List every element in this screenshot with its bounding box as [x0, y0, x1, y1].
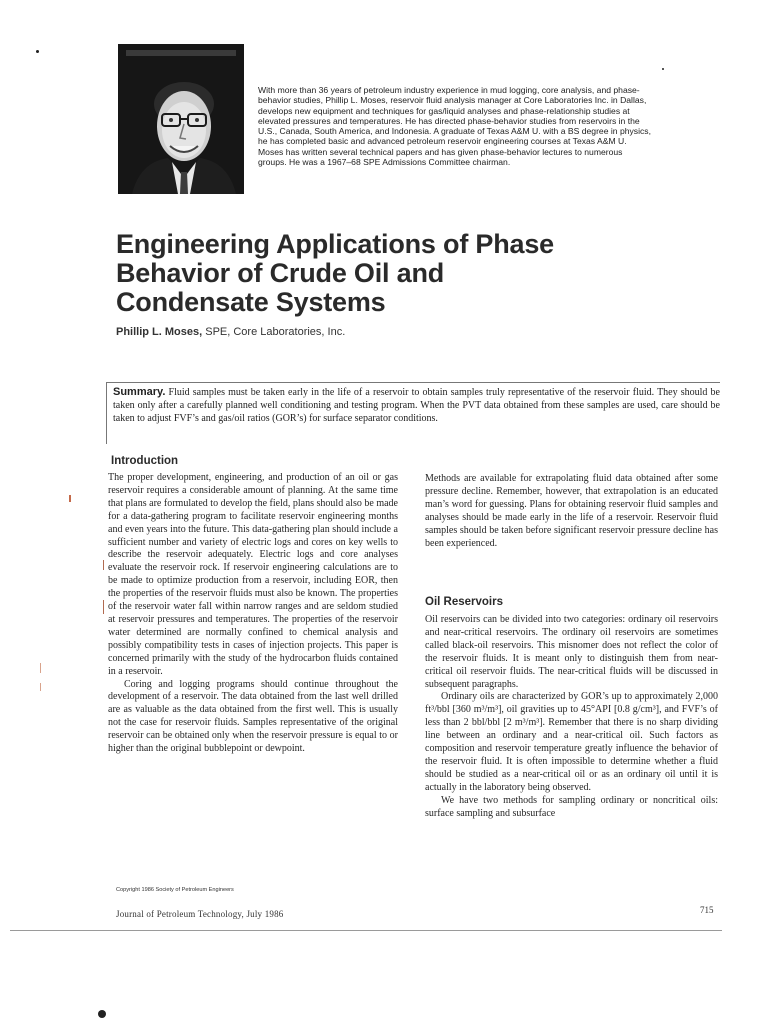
- author-name: Phillip L. Moses,: [116, 326, 203, 338]
- byline: [116, 326, 345, 338]
- margin-mark: [40, 683, 41, 691]
- margin-mark: [103, 560, 104, 570]
- title-line-1: Engineering Applications of Phase: [116, 229, 554, 259]
- oil-reservoirs-paragraph-2: Ordinary oils are characterized by GOR’s up to approximately 2,000 ft³/bbl [360 m³/m³], oil gravities up to 45°API [0.8 g/cm³], and FVF’s of less than 2 bbl/bbl [2 m³/m³]. Remember that there is no sharp dividing line between an ordinary and a near-critical oil. Such factors as composition and reservoir temperature greatly influence the behavior of the reservoir fluid. It is often impossible to determine whether a fluid should be studied as a near-critical oil or as an ordinary oil until it is actually in the laboratory being observed.: [425, 691, 718, 793]
- scan-speck: [662, 68, 664, 70]
- author-affiliation: SPE, Core Laboratories, Inc.: [202, 326, 346, 338]
- oil-reservoirs-paragraph-1: Oil reservoirs can be divided into two categories: ordinary oil reservoirs and near-critical reservoirs. The ordinary oil reservoirs are sometimes called black-oil reservoirs. This misnomer does not reflect the color of the reservoir fluids. It is meant only to distinguish them from near-critical oil reservoir fluids. The near-critical fluids will be discussed in subsequent paragraphs.: [425, 614, 718, 690]
- introduction-paragraph-1: The proper development, engineering, and production of an oil or gas reservoir requires a considerable amount of planning. At the same time that plans are formulated to develop the field, plans should also be made for a data-gathering program to facilitate reservoir engineering months and even years into the future. This data-gathering plan should include a sufficient number and variety of electric logs and cores on key wells to describe the reservoir adequately. Electric logs and core analyses evaluate the reservoir rock. If reservoir engineering calculations are to be made to optimize production from a reservoir, including EOR, then the properties of the reservoir fluids must also be known. The properties of the reservoir water fall within narrow ranges and are seldom studied at reservoir pressures and temperatures. The properties of the reservoir water determined are normally confined to chemical analysis and possibly compatibility tests in cases of injection projects. This paper is concerned primarily with the study of the hydrocarbon fluids contained in a reservoir.: [108, 472, 398, 677]
- author-bio: With more than 36 years of petroleum industry experience in mud logging, core analysis, and phase-behavior studies, Phillip L. Moses, reservoir fluid analysis manager at Core Laboratories Inc. in Dallas, develops new equipment and techniques for gas/liquid analyses and phase-relationship studies at elevated pressures and temperatures. He has directed phase-behavior studies from reservoirs in the U.S., Canada, South America, and Indonesia. A graduate of Texas A&M U. with a BS degree in physics, he has completed basic and advanced petroleum reservoir engineering courses at Texas A&M U. Moses has written several technical papers and has given phase-behavior lectures to numerous groups. He was a 1967–68 SPE Admissions Committee chairman.: [258, 85, 651, 168]
- introduction-heading: Introduction: [111, 455, 179, 467]
- introduction-column-left: [108, 472, 398, 756]
- oil-reservoirs-heading: Oil Reservoirs: [425, 596, 503, 608]
- oil-reservoirs-paragraph-3: We have two methods for sampling ordinary or noncritical oils: surface sampling and subsurface: [425, 794, 718, 819]
- summary-box: [106, 382, 720, 444]
- title-line-3: Condensate Systems: [116, 287, 386, 317]
- introduction-paragraph-2: Coring and logging programs should continue throughout the development of a reservoir. The data obtained from the last well drilled are as valuable as the data obtained from the first well. This is usually not the case for reservoir fluids. Samples representative of the original reservoir can be obtained only when the reservoir pressure is equal to or higher than the original bubblepoint or dewpoint.: [108, 678, 398, 755]
- copyright-notice: Copyright 1986 Society of Petroleum Engineers: [116, 887, 234, 893]
- article-title: [116, 230, 736, 317]
- summary-label: Summary.: [113, 386, 166, 398]
- page-number: 715: [700, 905, 714, 915]
- author-photo: [118, 44, 244, 194]
- introduction-paragraph-3: Methods are available for extrapolating fluid data obtained after some pressure decline. Remember, however, that extrapolation is an educated man’s word for guessing. Plans for obtaining reservoir fluid samples and analyses should be made early in the life of a reservoir. Reservoir fluid samples should be taken before significant reservoir pressure decline has been experienced.: [425, 473, 718, 549]
- margin-mark: [103, 600, 104, 614]
- oil-reservoirs-section: [425, 614, 718, 821]
- summary-text: Fluid samples must be taken early in the life of a reservoir to obtain samples truly representative of the reservoir fluid. They should be taken only after a carefully planned well conditioning and testing program. When the PVT data obtained from these samples are used, care should be taken to adjust FVF’s and gas/oil ratios (GOR’s) for surface separator conditions.: [113, 387, 720, 424]
- scan-speck: [98, 1010, 106, 1018]
- introduction-column-right: [425, 473, 718, 550]
- author-portrait-image: [118, 44, 244, 194]
- margin-mark: [40, 663, 41, 673]
- margin-mark: [69, 495, 71, 502]
- scan-speck: [36, 50, 39, 53]
- page-edge-line: [10, 930, 722, 931]
- title-line-2: Behavior of Crude Oil and: [116, 258, 445, 288]
- journal-footer: Journal of Petroleum Technology, July 1986: [116, 909, 284, 919]
